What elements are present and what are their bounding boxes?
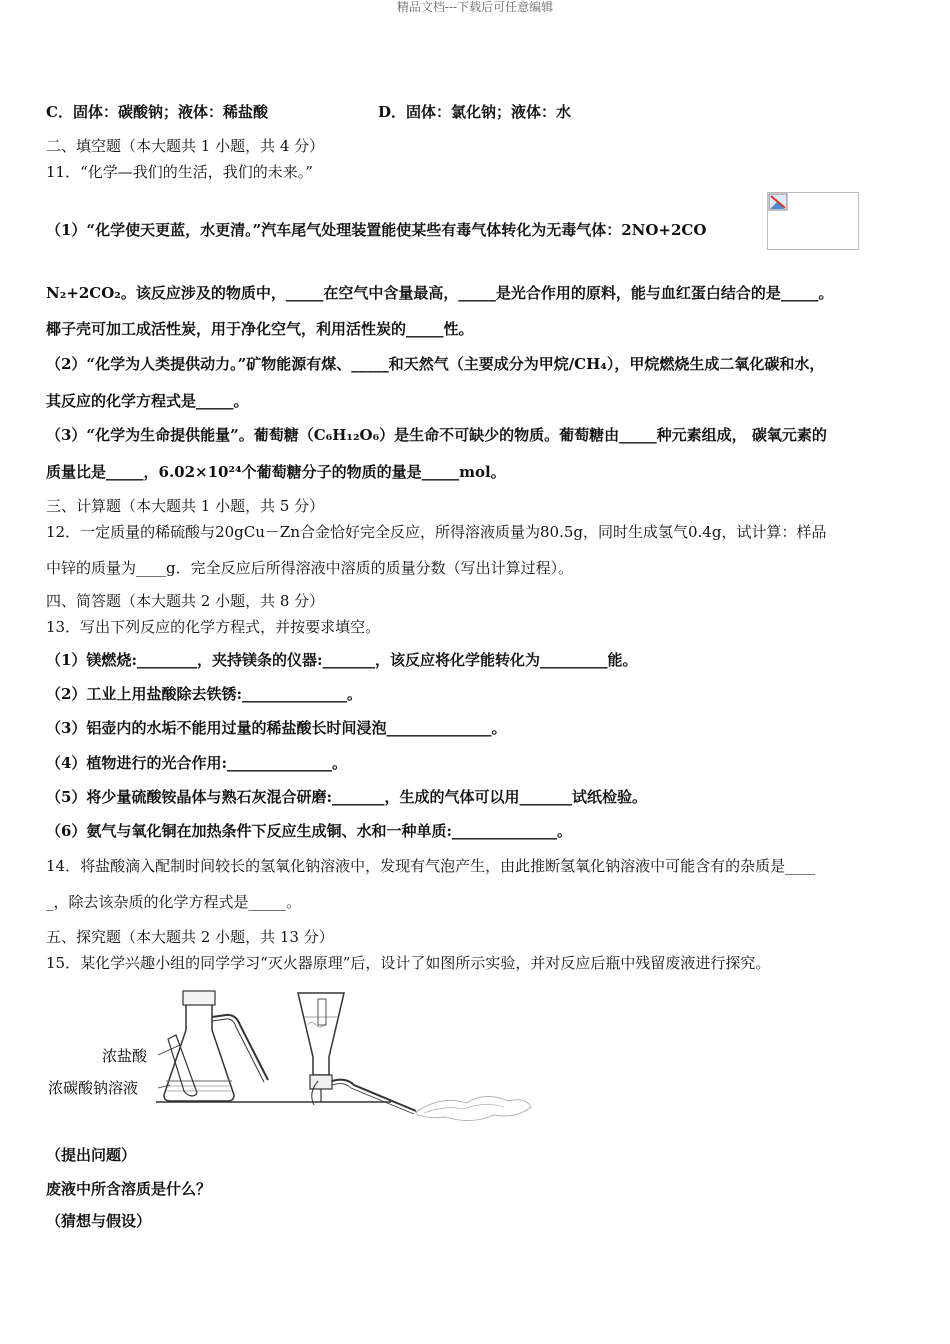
section-5-heading: 五、探究题（本大题共 2 小题，共 13 分）: [46, 928, 334, 946]
question-13-part-3: （3）铝壶内的水垢不能用过量的稀盐酸长时间浸泡______________。: [46, 719, 507, 737]
section-3-heading: 三、计算题（本大题共 1 小题，共 5 分）: [46, 497, 325, 515]
raise-question-heading: （提出问题）: [46, 1146, 137, 1164]
raise-question-text: 废液中所含溶质是什么？: [46, 1180, 212, 1198]
question-13-part-1: （1）镁燃烧:________，夹持镁条的仪器:_______，该反应将化学能转化为_________能。: [46, 651, 638, 669]
section-4-heading: 四、简答题（本大题共 2 小题，共 8 分）: [46, 592, 325, 610]
label-sodium-carbonate-solution: 浓碳酸钠溶液: [48, 1079, 139, 1097]
question-11-part-3-b: 质量比是_____，6.02×10²⁴个葡萄糖分子的物质的量是_____mol。: [46, 463, 506, 481]
question-15: 15．某化学兴趣小组的同学学习“灭火器原理”后，设计了如图所示实验，并对反应后瓶中残留废液进行探究。: [46, 954, 771, 972]
question-11-part-1-b: N₂+2CO₂。该反应涉及的物质中，_____在空气中含量最高，_____是光合作用的原料，能与血红蛋白结合的是_____。: [46, 284, 834, 302]
section-2-heading: 二、填空题（本大题共 1 小题，共 4 分）: [46, 137, 325, 155]
question-13-part-2: （2）工业上用盐酸除去铁锈:______________。: [46, 685, 362, 703]
question-14-b: _，除去该杂质的化学方程式是_____。: [46, 893, 302, 911]
question-11-part-2-b: 其反应的化学方程式是_____。: [46, 392, 249, 410]
question-12: 12．一定质量的稀硫酸与20gCu－Zn合金恰好完全反应，所得溶液质量为80.5g，同时生成氢气0.4g，试计算：样品: [46, 523, 827, 541]
question-13-part-6: （6）氨气与氧化铜在加热条件下反应生成铜、水和一种单质:______________。: [46, 822, 572, 840]
question-11-part-3: （3）“化学为生命提供能量”。葡萄糖（C₆H₁₂O₆）是生命不可缺少的物质。葡萄糖由_____种元素组成， 碳氧元素的: [46, 426, 827, 444]
question-13-part-5: （5）将少量硫酸铵晶体与熟石灰混合研磨:_______，生成的气体可以用_______试纸检验。: [46, 788, 647, 806]
question-11: 11．“化学—我们的生活，我们的未来。”: [46, 163, 313, 181]
question-11-part-1: （1）“化学使天更蓝，水更清。”汽车尾气处理装置能使某些有毒气体转化为无毒气体：2NO+2CO: [46, 221, 707, 239]
question-13: 13．写出下列反应的化学方程式，并按要求填空。: [46, 618, 381, 636]
hypothesis-heading: （猜想与假设）: [46, 1212, 152, 1230]
broken-image-icon: [767, 192, 859, 250]
label-concentrated-hcl: 浓盐酸: [102, 1047, 148, 1065]
experiment-figure: [46, 985, 546, 1125]
page-header: 精品文档---下载后可任意编辑: [396, 0, 554, 14]
question-14: 14．将盐酸滴入配制时间较长的氢氧化钠溶液中，发现有气泡产生，由此推断氢氧化钠溶液中可能含有的杂质是____: [46, 857, 816, 875]
option-d: D．固体：氯化钠；液体：水: [378, 103, 572, 121]
question-12-b: 中锌的质量为____g．完全反应后所得溶液中溶质的质量分数（写出计算过程）。: [46, 559, 574, 577]
question-11-part-1-c: 椰子壳可加工成活性炭，用于净化空气，利用活性炭的_____性。: [46, 320, 474, 338]
question-13-part-4: （4）植物进行的光合作用:______________。: [46, 754, 347, 772]
question-11-part-2: （2）“化学为人类提供动力。”矿物能源有煤、_____和天然气（主要成分为甲烷/CH₄），甲烷燃烧生成二氧化碳和水，: [46, 355, 825, 373]
option-c: C．固体：碳酸钠；液体：稀盐酸: [46, 103, 268, 121]
